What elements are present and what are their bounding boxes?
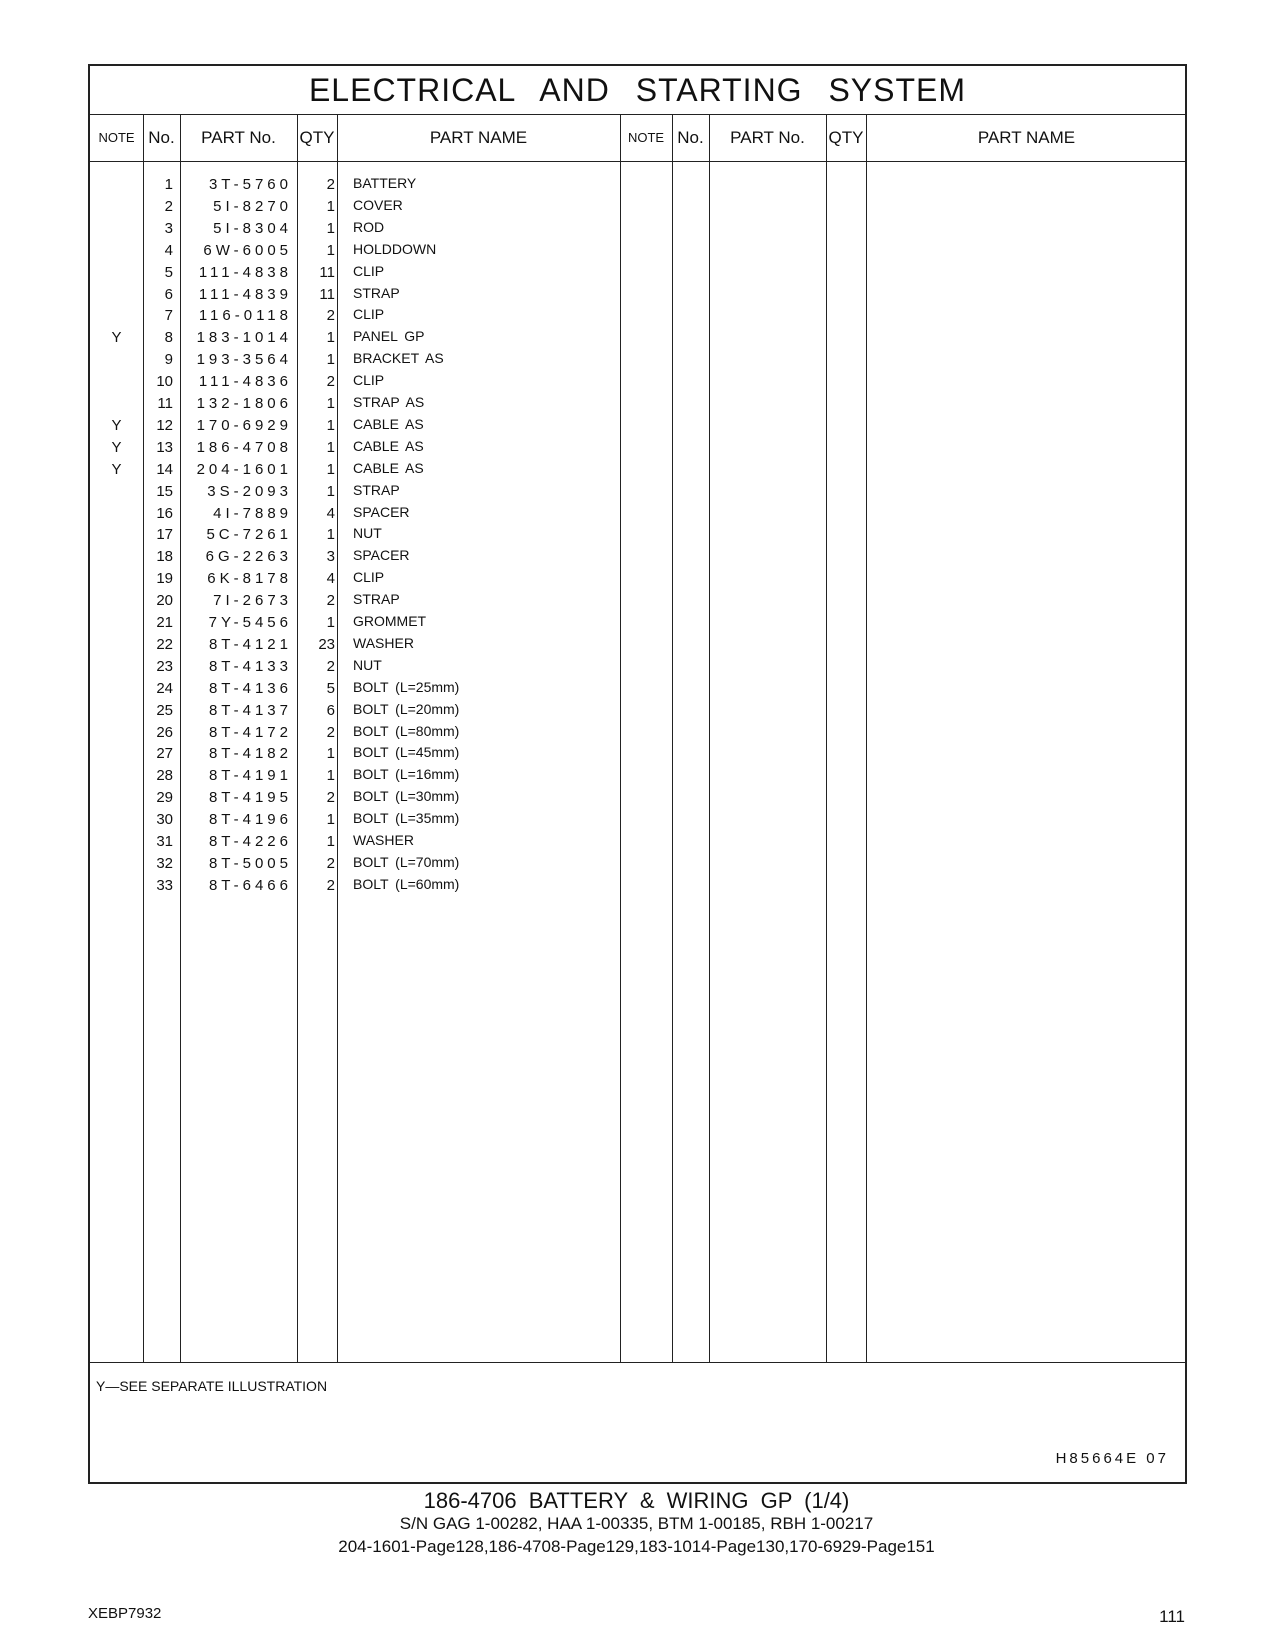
- table-row: [90, 678, 1185, 701]
- row-part-name: BOLT (L=20mm): [353, 700, 460, 717]
- row-quantity: 1: [326, 241, 335, 259]
- row-part-name: NUT: [353, 525, 382, 542]
- row-number: 22: [156, 635, 173, 653]
- row-number: 5: [164, 263, 173, 281]
- row-part-number: 5C-7261: [206, 526, 292, 544]
- row-part-number: 132-1806: [196, 395, 292, 412]
- header-note-right: NOTE: [627, 130, 665, 145]
- row-part-name: STRAP AS: [353, 394, 425, 410]
- table-row: [90, 787, 1185, 810]
- row-number: 28: [156, 767, 173, 785]
- row-part-number: 111-4838: [198, 263, 292, 281]
- row-quantity: 2: [326, 657, 335, 675]
- table-row: [90, 240, 1185, 263]
- row-quantity: 4: [326, 504, 335, 522]
- row-part-name: ROD: [353, 218, 385, 235]
- row-part-name: BOLT (L=30mm): [353, 788, 460, 805]
- row-part-number: 7I-2673: [213, 592, 292, 610]
- row-part-number: 170-6929: [196, 416, 292, 434]
- row-part-number: 3T-5760: [208, 176, 292, 193]
- row-part-name: GROMMET: [353, 613, 427, 629]
- document-id: XEBP7932: [88, 1605, 162, 1622]
- row-number: 11: [157, 395, 173, 412]
- row-part-number: 183-1014: [196, 329, 292, 347]
- table-row: [90, 524, 1185, 547]
- row-note: Y: [111, 416, 122, 434]
- row-part-number: 6K-8178: [207, 570, 292, 588]
- row-quantity: 11: [319, 263, 335, 281]
- row-number: 27: [156, 745, 173, 763]
- footer-divider: [90, 1362, 1185, 1363]
- row-number: 32: [156, 854, 173, 872]
- row-part-number: 8T-5005: [208, 854, 292, 872]
- table-row: [90, 875, 1185, 898]
- row-quantity: 2: [326, 176, 335, 193]
- row-part-name: BOLT (L=25mm): [353, 678, 460, 695]
- row-part-number: 8T-4137: [208, 701, 292, 719]
- row-number: 12: [156, 416, 173, 434]
- row-part-name: NUT: [353, 656, 382, 673]
- row-quantity: 1: [326, 351, 335, 369]
- row-part-name: BOLT (L=16mm): [353, 766, 460, 783]
- table-row: [90, 809, 1185, 832]
- row-quantity: 23: [318, 635, 335, 653]
- row-quantity: 1: [326, 460, 335, 478]
- row-number: 16: [156, 504, 173, 522]
- row-part-name: BOLT (L=60mm): [353, 875, 460, 892]
- table-row: [90, 831, 1185, 854]
- row-part-name: WASHER: [353, 832, 414, 848]
- row-quantity: 1: [326, 833, 335, 850]
- row-part-name: WASHER: [353, 634, 414, 651]
- table-row: [90, 503, 1185, 526]
- row-number: 9: [164, 351, 173, 369]
- row-part-name: PANEL GP: [353, 328, 425, 345]
- row-quantity: 2: [326, 307, 335, 325]
- header-no-left: No.: [148, 128, 175, 147]
- row-part-name: CABLE AS: [353, 459, 424, 476]
- row-part-name: BOLT (L=70mm): [353, 853, 460, 870]
- row-quantity: 1: [326, 438, 335, 456]
- table-row: [90, 459, 1185, 482]
- row-part-name: STRAP: [353, 284, 400, 301]
- table-row: [90, 722, 1185, 745]
- header-part-no-right: PART No.: [730, 128, 805, 147]
- row-part-number: 8T-4182: [208, 745, 292, 763]
- parts-table-frame: [88, 64, 1187, 1484]
- row-part-number: 8T-4172: [208, 723, 292, 741]
- row-quantity: 2: [326, 789, 335, 807]
- row-number: 13: [156, 438, 173, 456]
- table-row: [90, 743, 1185, 766]
- row-part-number: 7Y-5456: [208, 614, 292, 631]
- table-row: [90, 196, 1185, 219]
- table-row: [90, 656, 1185, 679]
- row-part-name: STRAP: [353, 591, 400, 608]
- row-part-number: 8T-4226: [208, 833, 292, 850]
- table-row: [90, 371, 1185, 394]
- row-quantity: 1: [326, 745, 335, 763]
- row-quantity: 2: [326, 723, 335, 741]
- row-part-name: STRAP: [353, 481, 400, 498]
- row-part-name: CLIP: [353, 262, 385, 279]
- row-number: 15: [156, 482, 173, 500]
- row-quantity: 3: [326, 548, 335, 566]
- row-part-number: 8T-4195: [208, 789, 292, 807]
- table-row: [90, 437, 1185, 460]
- row-part-name: BATTERY: [353, 175, 417, 191]
- table-row: [90, 765, 1185, 788]
- row-part-name: SPACER: [353, 503, 410, 520]
- row-number: 21: [156, 614, 173, 631]
- table-row: [90, 349, 1185, 372]
- page-number: 111: [1159, 1607, 1185, 1626]
- table-row: [90, 174, 1185, 197]
- row-quantity: 5: [326, 679, 335, 697]
- row-number: 14: [156, 460, 173, 478]
- table-row: [90, 590, 1185, 613]
- table-row: [90, 481, 1185, 504]
- row-part-number: 193-3564: [196, 351, 292, 369]
- row-part-number: 5I-8270: [213, 197, 292, 215]
- row-part-name: COVER: [353, 196, 403, 213]
- group-title: 186-4706 BATTERY & WIRING GP (1/4): [423, 1488, 850, 1513]
- row-part-number: 186-4708: [196, 438, 292, 456]
- row-quantity: 1: [326, 767, 335, 785]
- row-number: 10: [156, 373, 173, 391]
- row-number: 2: [164, 197, 173, 215]
- row-number: 8: [164, 329, 173, 347]
- row-number: 23: [156, 657, 173, 675]
- header-no-right: No.: [677, 128, 704, 147]
- row-number: 6: [164, 285, 173, 303]
- row-quantity: 11: [319, 285, 335, 303]
- row-part-name: HOLDDOWN: [353, 240, 437, 257]
- row-part-name: SPACER: [353, 547, 410, 564]
- table-row: [90, 262, 1185, 285]
- row-quantity: 1: [326, 482, 335, 500]
- row-quantity: 1: [326, 219, 335, 237]
- row-part-number: 8T-4191: [208, 767, 292, 785]
- row-number: 18: [156, 548, 173, 566]
- row-quantity: 4: [326, 570, 335, 588]
- row-number: 4: [164, 241, 173, 259]
- row-note: Y: [111, 438, 122, 456]
- header-part-name-left: PART NAME: [429, 128, 528, 147]
- row-number: 30: [156, 811, 173, 829]
- row-number: 7: [164, 307, 173, 325]
- footnote: Y—SEE SEPARATE ILLUSTRATION: [96, 1378, 328, 1394]
- row-quantity: 1: [326, 811, 335, 829]
- row-quantity: 1: [326, 395, 335, 412]
- row-quantity: 1: [326, 526, 335, 544]
- row-quantity: 1: [326, 416, 335, 434]
- table-row: [90, 700, 1185, 723]
- table-row: [90, 568, 1185, 591]
- row-part-number: 8T-4121: [208, 635, 292, 653]
- row-part-name: CLIP: [353, 306, 385, 323]
- section-title: ELECTRICAL AND STARTING SYSTEM: [90, 66, 1185, 115]
- table-row: [90, 305, 1185, 328]
- row-number: 33: [156, 876, 173, 894]
- row-part-name: CLIP: [353, 372, 385, 389]
- row-quantity: 2: [326, 373, 335, 391]
- row-number: 20: [156, 592, 173, 610]
- row-part-name: CABLE AS: [353, 437, 424, 454]
- row-part-name: BRACKET AS: [353, 350, 444, 367]
- row-part-name: BOLT (L=45mm): [353, 744, 460, 761]
- row-number: 24: [156, 679, 173, 697]
- row-part-number: 111-4839: [198, 285, 292, 303]
- table-row: [90, 284, 1185, 307]
- row-part-name: BOLT (L=80mm): [353, 722, 460, 739]
- table-row: [90, 327, 1185, 350]
- table-row: [90, 853, 1185, 876]
- table-row: [90, 218, 1185, 241]
- table-row: [90, 393, 1185, 416]
- row-quantity: 6: [326, 701, 335, 719]
- header-note-left: NOTE: [98, 130, 135, 145]
- row-quantity: 2: [326, 876, 335, 894]
- row-part-number: 6G-2263: [205, 548, 292, 566]
- row-quantity: 2: [326, 854, 335, 872]
- row-number: 3: [164, 219, 173, 237]
- table-row: [90, 634, 1185, 657]
- row-part-name: CABLE AS: [353, 415, 424, 432]
- row-number: 26: [156, 723, 173, 741]
- row-number: 25: [156, 701, 173, 719]
- row-quantity: 1: [326, 614, 335, 631]
- header-qty-right: QTY: [828, 128, 864, 147]
- row-number: 17: [156, 526, 173, 544]
- row-note: Y: [111, 460, 122, 478]
- header-part-name-right: PART NAME: [977, 128, 1076, 147]
- row-number: 1: [164, 176, 173, 193]
- row-part-number: 8T-6466: [208, 876, 292, 894]
- table-row: [90, 612, 1185, 635]
- row-quantity: 1: [326, 197, 335, 215]
- row-number: 19: [156, 570, 173, 588]
- row-part-number: 111-4836: [198, 373, 292, 391]
- row-part-number: 6W-6005: [203, 241, 292, 259]
- table-row: [90, 415, 1185, 438]
- row-part-number: 8T-4133: [208, 657, 292, 675]
- header-qty-left: QTY: [299, 128, 335, 147]
- row-part-number: 8T-4196: [208, 811, 292, 829]
- row-part-number: 116-0118: [198, 307, 292, 325]
- row-part-number: 5I-8304: [213, 219, 292, 237]
- row-part-number: 4I-7889: [213, 504, 292, 522]
- illustration-code: H85664E 07: [1055, 1450, 1169, 1467]
- row-number: 29: [156, 789, 173, 807]
- row-quantity: 1: [326, 329, 335, 347]
- row-quantity: 2: [326, 592, 335, 610]
- row-part-number: 8T-4136: [208, 679, 292, 697]
- header-part-no-left: PART No.: [201, 128, 276, 147]
- page-references: 204-1601-Page128,186-4708-Page129,183-1014-Page130,170-6929-Page151: [338, 1537, 935, 1556]
- row-part-number: 3S-2093: [207, 482, 292, 500]
- row-part-name: BOLT (L=35mm): [353, 810, 460, 827]
- serial-numbers: S/N GAG 1-00282, HAA 1-00335, BTM 1-00185, RBH 1-00217: [399, 1514, 874, 1533]
- row-part-number: 204-1601: [196, 460, 292, 478]
- row-number: 31: [156, 833, 173, 850]
- table-row: [90, 546, 1185, 569]
- row-part-name: CLIP: [353, 569, 385, 586]
- row-note: Y: [111, 329, 122, 347]
